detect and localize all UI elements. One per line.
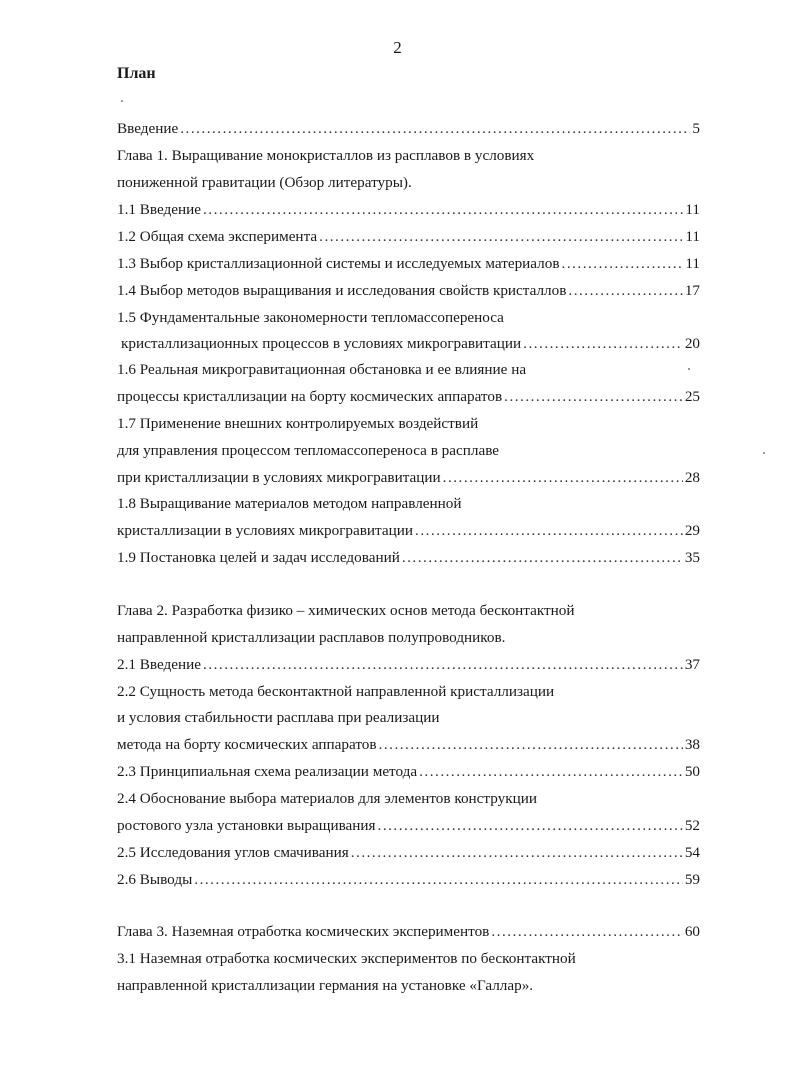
toc-leader-dots: [351, 843, 683, 863]
toc-entry-text: 2.4 Обоснование выбора материалов для элементов конструкции: [117, 790, 537, 807]
toc-entry-label: кристаллизации в условиях микрогравитации: [117, 522, 414, 539]
toc-entry: [117, 387, 700, 407]
toc-entry-text: 1.8 Выращивание материалов методом направленной: [117, 495, 462, 512]
toc-entry-label: 2.3 Принципиальная схема реализации метода: [117, 763, 418, 780]
toc-entry-text: направленной кристаллизации германия на установке «Галлар».: [117, 977, 534, 994]
toc-page-number: 54: [684, 844, 700, 861]
toc-chapter-2-title: Глава 2. Разработка физико – химических основ метода бесконтактной: [117, 602, 575, 619]
toc-entry: [117, 227, 700, 247]
toc-leader-dots: [415, 521, 683, 541]
scan-speck: [763, 452, 765, 454]
toc-entry-label: 1.9 Постановка целей и задач исследований: [117, 549, 400, 566]
toc-entry-label: 1.2 Общая схема эксперимента: [117, 228, 318, 245]
toc-leader-dots: [402, 548, 683, 568]
toc-page-number: 17: [684, 282, 700, 299]
toc-leader-dots: [379, 735, 683, 755]
toc-page-number: 11: [685, 201, 700, 218]
toc-leader-dots: [562, 254, 684, 274]
toc-page-number: 5: [692, 120, 700, 137]
toc-entry-label: 2.1 Введение: [117, 656, 201, 673]
toc-entry-introduction: [117, 119, 700, 139]
toc-leader-dots: [491, 922, 682, 942]
toc-page-number: 11: [685, 228, 700, 245]
toc-entry-text: 1.7 Применение внешних контролируемых воздействий: [117, 415, 479, 432]
toc-entry-label: при кристаллизации в условиях микрогравитации: [117, 469, 441, 486]
toc-page-number: 28: [684, 469, 700, 486]
toc-chapter-1-title: Глава 1. Выращивание монокристаллов из расплавов в условиях: [117, 147, 535, 164]
toc-leader-dots: [523, 334, 683, 354]
toc-page-number: 60: [684, 923, 700, 940]
toc-leader-dots: [194, 870, 683, 890]
toc-chapter-1-title-cont: пониженной гравитации (Обзор литературы).: [117, 174, 412, 191]
toc-page-number: 37: [684, 656, 700, 673]
toc-page-number: 11: [685, 255, 700, 272]
toc-page-number: 59: [684, 871, 700, 888]
toc-leader-dots: [378, 816, 683, 836]
toc-entry-text: 1.6 Реальная микрогравитационная обстановка и ее влияние на: [117, 361, 527, 378]
toc-page-number: 29: [684, 522, 700, 539]
page-title: План: [117, 65, 156, 82]
toc-entry-label: кристаллизационных процессов в условиях микрогравитации: [121, 335, 522, 352]
toc-entry-chapter-3: [117, 922, 700, 942]
scan-speck: [121, 100, 123, 102]
toc-entry-label: 1.4 Выбор методов выращивания и исследования свойств кристаллов: [117, 282, 567, 299]
toc-entry: [117, 521, 700, 541]
toc-entry: [117, 843, 700, 863]
toc-entry: [117, 816, 700, 836]
toc-entry-label: Введение: [117, 120, 179, 137]
toc-entry-text: 1.5 Фундаментальные закономерности тепломассопереноса: [117, 309, 504, 326]
toc-entry-label: 1.1 Введение: [117, 201, 201, 218]
toc-entry-text: 3.1 Наземная отработка космических экспериментов по бесконтактной: [117, 950, 576, 967]
toc-page-number: 35: [684, 549, 700, 566]
toc-entry-label: метода на борту космических аппаратов: [117, 736, 377, 753]
toc-page-number: 52: [684, 817, 700, 834]
toc-leader-dots: [319, 227, 683, 247]
toc-leader-dots: [568, 281, 682, 301]
toc-entry: [117, 655, 700, 675]
toc-entry: [117, 281, 700, 301]
toc-entry-text: для управления процессом тепломассопереноса в расплаве: [117, 442, 500, 459]
toc-leader-dots: [419, 762, 683, 782]
toc-leader-dots: [203, 655, 683, 675]
toc-entry-label: 1.3 Выбор кристаллизационной системы и исследуемых материалов: [117, 255, 560, 272]
toc-entry: [117, 735, 700, 755]
toc-page-number: 50: [684, 763, 700, 780]
page-number: 2: [393, 38, 402, 57]
toc-page-number: 38: [684, 736, 700, 753]
toc-entry: [121, 334, 700, 354]
toc-page-number: 20: [684, 335, 700, 352]
toc-entry-label: Глава 3. Наземная отработка космических экспериментов: [117, 923, 490, 940]
scan-speck: [688, 368, 690, 370]
toc-entry-label: 2.5 Исследования углов смачивания: [117, 844, 349, 861]
toc-entry: [117, 548, 700, 568]
toc-chapter-2-title-cont: направленной кристаллизации расплавов полупроводников.: [117, 629, 506, 646]
toc-entry: [117, 762, 700, 782]
toc-entry-text: 2.2 Сущность метода бесконтактной направленной кристаллизации: [117, 683, 555, 700]
toc-leader-dots: [443, 468, 683, 488]
toc-entry-label: ростового узла установки выращивания: [117, 817, 376, 834]
toc-leader-dots: [203, 200, 683, 220]
toc-page-number: 25: [684, 388, 700, 405]
toc-entry: [117, 200, 700, 220]
toc-leader-dots: [180, 119, 690, 139]
toc-entry-label: 2.6 Выводы: [117, 871, 193, 888]
toc-entry: [117, 254, 700, 274]
toc-entry-label: процессы кристаллизации на борту космических аппаратов: [117, 388, 503, 405]
toc-entry-text: и условия стабильности расплава при реализации: [117, 709, 440, 726]
toc-entry: [117, 468, 700, 488]
toc-entry: [117, 870, 700, 890]
toc-leader-dots: [504, 387, 683, 407]
